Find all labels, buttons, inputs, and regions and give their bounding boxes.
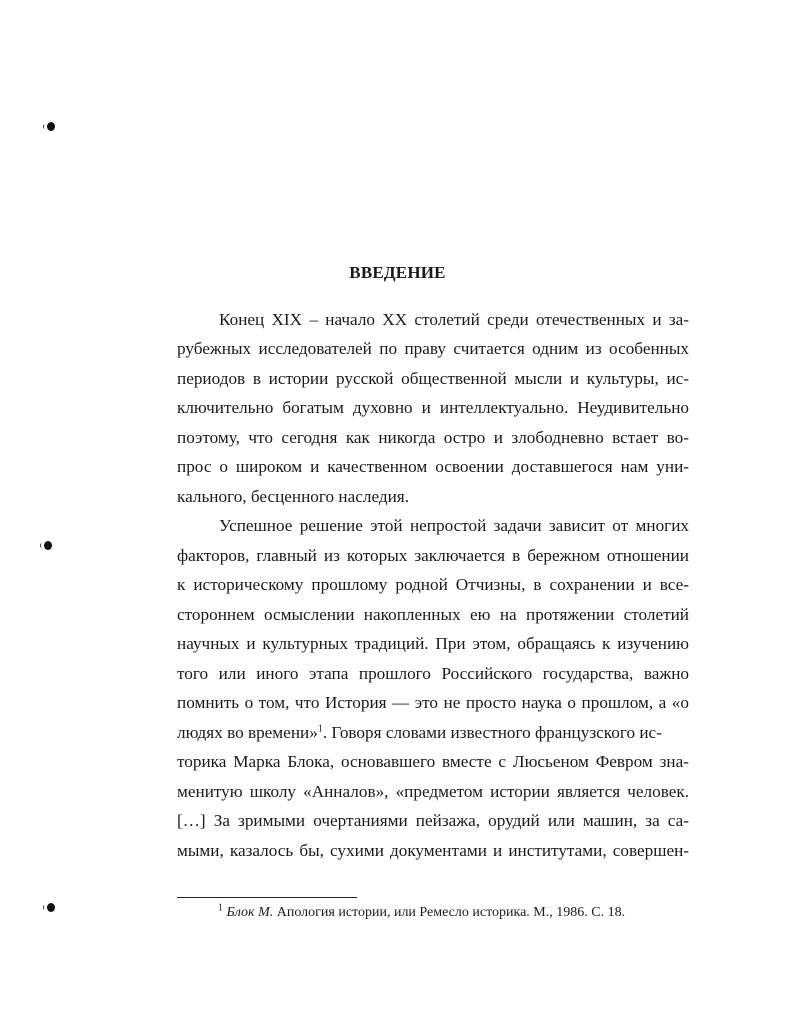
chapter-title: ВВЕДЕНИЕ (349, 263, 446, 282)
punch-hole-top (47, 122, 55, 131)
paragraph-1-line-4: ключительно богатым духовно и интеллектуально. Неудивительно (177, 398, 689, 417)
footnote-author: Блок М. (226, 905, 274, 920)
footnote (218, 904, 625, 922)
paragraph-1-line-2: рубежных исследователей по праву считается одним из особенных (177, 339, 689, 358)
punch-hole-bottom (47, 903, 55, 912)
paragraph-1-line-5: поэтому, что сегодня как никогда остро и злободневно встает во- (177, 428, 689, 447)
paragraph-1-line-7: кального, бесценного наследия. (177, 487, 409, 506)
paragraph-2-line-6: того или иного этапа прошлого Российского государства, важно (177, 664, 689, 683)
paragraph-2-line-12: мыми, казалось бы, сухими документами и институтами, совершен- (177, 841, 689, 860)
line-8-end: . Говоря словами известного французского ис- (322, 723, 662, 742)
paragraph-2-line-1: Успешное решение этой непростой задачи зависит от многих (219, 516, 689, 535)
paragraph-1-line-6: прос о широком и качественном освоении доставшегося нам уни- (177, 457, 689, 476)
paragraph-2-line-5: научных и культурных традиций. При этом, обращаясь к изучению (177, 634, 689, 653)
punch-hole-middle (44, 541, 52, 550)
footnote-reference: 1 (317, 723, 323, 735)
paragraph-2-line-10: менитую школу «Анналов», «предметом истории является человек. (177, 782, 689, 801)
line-8-start: людях во времени» (177, 723, 318, 742)
paragraph-2-line-4: стороннем осмыслении накопленных ею на протяжении столетий (177, 605, 689, 624)
paragraph-2-line-9: торика Марка Блока, основавшего вместе с Люсьеном Февром зна- (177, 752, 689, 771)
footnote-text: Апология истории, или Ремесло историка. М., 1986. С. 18. (273, 905, 626, 920)
footnote-separator (177, 897, 357, 898)
paragraph-2-line-3: к историческому прошлому родной Отчизны, в сохранении и все- (177, 575, 689, 594)
paragraph-2-line-2: факторов, главный из которых заключается в бережном отношении (177, 546, 689, 565)
paragraph-1-line-3: периодов в истории русской общественной мысли и культуры, ис- (177, 369, 689, 388)
paragraph-2-line-8 (177, 723, 689, 743)
paragraph-2-line-7: помнить о том, что История — это не просто наука о прошлом, а «о (177, 693, 689, 712)
footnote-number: 1 (218, 902, 223, 914)
paragraph-1-line-1: Конец XIX – начало XX столетий среди отечественных и за- (219, 310, 689, 329)
paragraph-2-line-11: […] За зримыми очертаниями пейзажа, орудий или машин, за са- (177, 811, 689, 830)
